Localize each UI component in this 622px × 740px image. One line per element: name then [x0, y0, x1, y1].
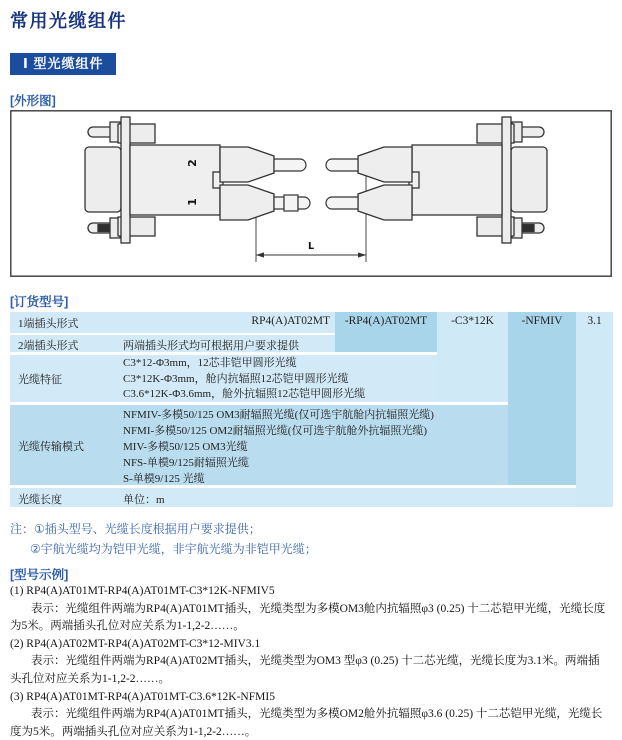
segment4-column-band — [508, 312, 576, 485]
row-label-cable-length: 光缆长度 — [18, 494, 62, 506]
outline-heading: [外形图] — [10, 94, 56, 108]
cable-feature-line: C3*12K-Φ3mm，舱内抗辐照12芯铠甲圆形光缆 — [123, 372, 349, 385]
transmission-mode-line: S-单模9/125 光缆 — [123, 473, 205, 485]
example-3-desc-cont: 度为5米。两端插头孔位对应关系为1-1,2-2……。 — [10, 725, 257, 738]
transmission-mode-line: NFS-单模9/125耐辐照光缆 — [123, 457, 249, 469]
pin-label-2: 2 — [186, 159, 199, 167]
order-table — [10, 312, 613, 507]
row-label-cable-feature: 光缆特征 — [18, 374, 62, 386]
model-segment-3: -C3*12K — [451, 315, 494, 327]
plug2-note: 两端插头形式均可根据用户要求提供 — [123, 340, 299, 352]
transmission-mode-line: MIV-多模50/125 OM3光缆 — [123, 441, 248, 453]
cable-length-unit: 单位：m — [123, 494, 165, 506]
transmission-mode-lines — [123, 407, 434, 487]
segment5-column-band — [576, 312, 613, 507]
cable-outline-drawing — [10, 110, 612, 277]
pin-label-1: 1 — [186, 198, 199, 206]
transmission-mode-line: NFMI-多模50/125 OM2耐辐照光缆(仅可选宇航舱外抗辐照光缆) — [123, 425, 428, 437]
example-2-code: (2) RP4(A)AT02MT-RP4(A)AT02MT-C3*12-MIV3.1 — [10, 637, 261, 650]
example-1-desc: 表示：光缆组件两端为RP4(A)AT01MT插头，光缆类型为多模OM3舱内抗辐照φ3 (0.25) 十二芯铠甲光缆，光缆长度 — [31, 602, 606, 615]
section-header: Ⅰ 型光缆组件 — [10, 53, 116, 75]
dimension-label: L — [307, 241, 315, 252]
model-examples — [10, 583, 616, 740]
example-3-desc: 表示：光缆组件两端为RP4(A)AT01MT插头，光缆类型为多模OM2舱外抗辐照φ3.6 (0.25) 十二芯铠甲光缆，光缆长 — [31, 708, 603, 721]
model-segment-5: 3.1 — [587, 315, 602, 327]
cable-feature-line: C3.6*12K-Φ3.6mm，舱外抗辐照12芯铠甲圆形光缆 — [123, 388, 366, 401]
notes — [10, 519, 317, 559]
cable-feature-lines — [123, 356, 365, 403]
row-label-transmission-mode: 光缆传输模式 — [18, 441, 84, 453]
note-line-2: ②宇航光缆均为铠甲光缆，非宇航光缆为非铠甲光缆； — [30, 542, 317, 556]
page-title: 常用光缆组件 — [10, 11, 127, 31]
model-segment-2: -RP4(A)AT02MT — [344, 315, 428, 327]
example-2-desc-cont: 头孔位对应关系为1-1,2-2……。 — [10, 672, 171, 685]
example-1-desc-cont: 为5米。两端插头孔位对应关系为1-1,2-2……。 — [10, 620, 245, 633]
model-segment-4: -NFMIV — [521, 315, 563, 327]
model-segment-1: RP4(A)AT02MT — [251, 315, 330, 327]
note-line-1: 注：①插头型号、光缆长度根据用户要求提供； — [10, 522, 261, 536]
cable-feature-line: C3*12-Φ3mm，12芯非铠甲圆形光缆 — [123, 357, 297, 369]
row-label-plug2: 2端插头形式 — [18, 340, 79, 352]
table-row5-band — [10, 488, 576, 507]
ordering-heading: [订货型号] — [10, 295, 69, 309]
example-2-desc: 表示：光缆组件两端为RP4(A)AT02MT插头，光缆类型为OM3 型φ3 (0.25) 十二芯光缆，光缆长度为3.1米。两端插 — [31, 655, 600, 668]
example-1-code: (1) RP4(A)AT01MT-RP4(A)AT01MT-C3*12K-NFMIV5 — [10, 585, 275, 597]
row-label-plug1: 1端插头形式 — [18, 318, 79, 330]
example-3-code: (3) RP4(A)AT01MT-RP4(A)AT01MT-C3.6*12K-NFMI5 — [10, 690, 275, 703]
transmission-mode-line: NFMIV-多模50/125 OM3耐辐照光缆(仅可选宇航舱内抗辐照光缆) — [123, 409, 434, 421]
examples-heading: [型号示例] — [10, 568, 69, 582]
